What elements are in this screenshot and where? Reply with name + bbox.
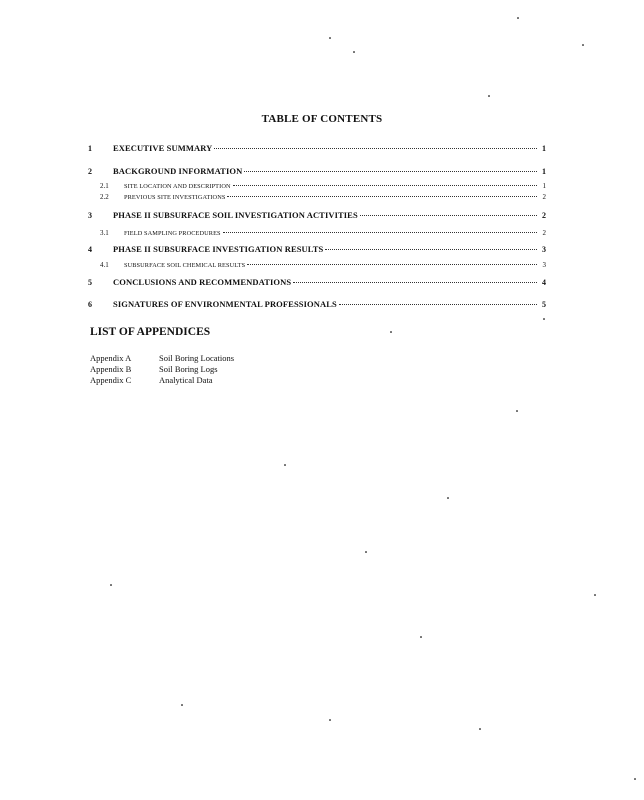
toc-entry-page: 5	[542, 300, 546, 309]
toc-entry-page: 2	[542, 193, 546, 201]
toc-entry-page: 1	[542, 182, 546, 190]
toc-entry-number: 4.1	[100, 261, 109, 269]
toc-entry[interactable]	[88, 299, 546, 309]
toc-entry-title: CONCLUSIONS AND RECOMMENDATIONS	[113, 277, 292, 287]
toc-subentry[interactable]	[88, 261, 546, 269]
toc-entry-page: 3	[542, 261, 546, 269]
toc-entry-page: 1	[542, 144, 546, 153]
appendix-list	[90, 353, 310, 386]
appendix-id: Appendix A	[90, 353, 132, 363]
toc-entry-page: 3	[542, 245, 546, 254]
toc-entry-title: FIELD SAMPLING PROCEDURES	[124, 230, 221, 237]
scan-speck	[479, 728, 481, 730]
dot-leader	[244, 171, 537, 172]
dot-leader	[360, 215, 537, 216]
appendix-id: Appendix C	[90, 375, 132, 385]
toc-entry[interactable]	[88, 210, 546, 220]
toc-entry-number: 2.2	[100, 193, 109, 201]
scan-speck	[447, 497, 449, 499]
scan-speck	[181, 704, 183, 706]
toc-entry[interactable]	[88, 143, 546, 153]
scan-speck	[110, 584, 112, 586]
appendix-title: Analytical Data	[159, 375, 213, 385]
toc-entry-title: EXECUTIVE SUMMARY	[113, 143, 213, 153]
toc-entry-number: 3.1	[100, 229, 109, 237]
scan-speck	[488, 95, 490, 97]
toc-entry-title: PHASE II SUBSURFACE SOIL INVESTIGATION ACTIVITIES	[113, 210, 358, 220]
scan-speck	[594, 594, 596, 596]
toc-entry-title: SITE LOCATION AND DESCRIPTION	[124, 183, 231, 190]
toc-entry-title: PHASE II SUBSURFACE INVESTIGATION RESULTS	[113, 244, 324, 254]
toc-entry-page: 4	[542, 278, 546, 287]
toc-entry-title: PREVIOUS SITE INVESTIGATIONS	[124, 194, 226, 201]
scan-speck	[284, 464, 286, 466]
toc-entry-number: 2.1	[100, 182, 109, 190]
dot-leader	[247, 264, 537, 265]
toc-entry-title: SUBSURFACE SOIL CHEMICAL RESULTS	[124, 262, 246, 269]
appendices-title: LIST OF APPENDICES	[90, 326, 211, 338]
appendix-item[interactable]	[90, 375, 310, 386]
toc-subentry[interactable]	[88, 229, 546, 237]
toc-entry-page: 1	[542, 167, 546, 176]
scan-speck	[390, 331, 392, 333]
toc-entry[interactable]	[88, 244, 546, 254]
toc-entry-number: 4	[88, 245, 92, 254]
toc-entry-number: 6	[88, 300, 92, 309]
toc-entry-page: 2	[542, 211, 546, 220]
appendix-title: Soil Boring Logs	[159, 364, 218, 374]
dot-leader	[325, 249, 537, 250]
toc-subentry[interactable]	[88, 182, 546, 190]
appendix-id: Appendix B	[90, 364, 132, 374]
toc-entry-page: 2	[542, 229, 546, 237]
toc-entry[interactable]	[88, 166, 546, 176]
dot-leader	[233, 185, 537, 186]
appendix-title: Soil Boring Locations	[159, 353, 235, 363]
dot-leader	[227, 196, 537, 197]
scan-speck	[329, 719, 331, 721]
toc-entry-number: 2	[88, 167, 92, 176]
toc-entry-title: SIGNATURES OF ENVIRONMENTAL PROFESSIONALS	[113, 299, 337, 309]
toc-entry-number: 3	[88, 211, 92, 220]
dot-leader	[293, 282, 537, 283]
appendix-item[interactable]	[90, 364, 310, 375]
toc-entry-number: 5	[88, 278, 92, 287]
scan-speck	[582, 44, 584, 46]
scan-speck	[516, 410, 518, 412]
scan-speck	[634, 778, 636, 780]
scan-speck	[353, 51, 355, 53]
scan-speck	[329, 37, 331, 39]
scan-speck	[517, 17, 519, 19]
dot-leader	[339, 304, 537, 305]
toc-entry-number: 1	[88, 144, 92, 153]
appendix-item[interactable]	[90, 353, 310, 364]
toc-entry-title: BACKGROUND INFORMATION	[113, 166, 243, 176]
scan-speck	[420, 636, 422, 638]
scan-speck	[365, 551, 367, 553]
dot-leader	[214, 148, 537, 149]
toc-subentry[interactable]	[88, 193, 546, 201]
dot-leader	[223, 232, 537, 233]
toc-title: TABLE OF CONTENTS	[261, 113, 383, 125]
scan-speck	[543, 318, 545, 320]
toc-entry[interactable]	[88, 277, 546, 287]
